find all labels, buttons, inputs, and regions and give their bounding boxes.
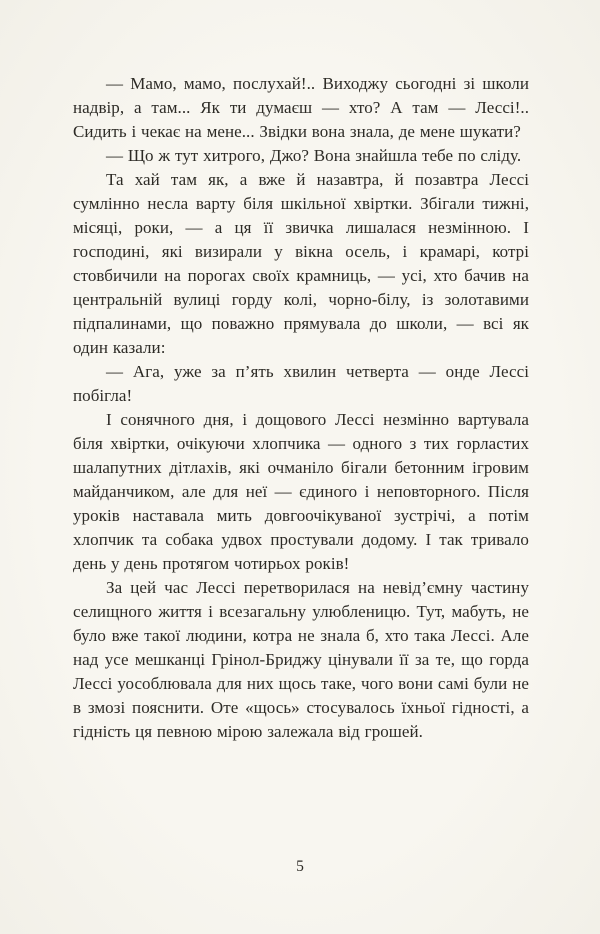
paragraph: — Мамо, мамо, послухай!.. Виходжу сьогодні зі школи надвір, а там... Як ти думаєш — хто? А там — Лессі!.. Сидить і чекає на мене... Звідки вона знала, де мене шукати? (73, 74, 529, 141)
paragraph: — Що ж тут хитрого, Джо? Вона знайшла тебе по сліду. (106, 146, 522, 165)
page-number: 5 (296, 858, 304, 875)
paragraph: Та хай там як, а вже й назавтра, й позавтра Лессі сумлінно несла варту біля шкільної хвіртки. Збігали тижні, місяці, роки, — а ця її звичка лишалася незмінною. І господині, які визирали у вікна осель, і крамарі, котрі стовбичили на порогах своїх крамниць, — усі, хто бачив на центральній вулиці горду колі, чорно-білу, із золотавими підпалинами, що поважно прямувала до школи, — всі як один казали: (73, 170, 529, 357)
paragraph: І сонячного дня, і дощового Лессі незмінно вартувала біля хвіртки, очікуючи хлопчика — одного з тих горластих шалапутних дітлахів, які очманіло бігали бетонним ігровим майданчиком, але для неї — єдиного і неповторного. Після уроків наставала мить довгоочікуваної зустрічі, а потім хлопчик та собака удвох простували додому. І так тривало день у день протягом чотирьох років! (73, 410, 529, 573)
page-text-block (73, 72, 529, 744)
paragraph: — Ага, уже за п’ять хвилин четверта — онде Лессі побігла! (73, 362, 529, 405)
paragraph: За цей час Лессі перетворилася на невід’ємну частину селищного життя і всезагальну улюбленицю. Тут, мабуть, не було вже такої людини, котра не знала б, хто така Лессі. Але над усе мешканці Грінол-Бриджу цінували її за те, що горда Лессі уособлювала для них щось таке, чого вони самі були не в змозі пояснити. Оте «щось» стосувалось їхньої гідності, а гідність ця певною мірою залежала від грошей. (73, 578, 529, 741)
